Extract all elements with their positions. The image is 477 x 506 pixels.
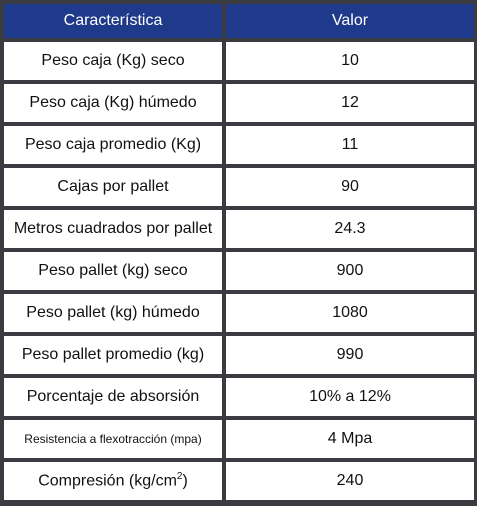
label-suffix: ) — [182, 472, 188, 490]
row-value: 11 — [226, 126, 474, 168]
row-value: 900 — [226, 252, 474, 294]
row-label: Peso pallet (kg) húmedo — [4, 294, 226, 336]
row-value: 4 Mpa — [226, 420, 474, 462]
row-label: Peso pallet (kg) seco — [4, 252, 226, 294]
row-label: Peso caja (Kg) húmedo — [4, 84, 226, 126]
row-value: 90 — [226, 168, 474, 210]
row-value: 24.3 — [226, 210, 474, 252]
row-label: Porcentaje de absorsión — [4, 378, 226, 420]
row-label — [4, 462, 226, 500]
table-row — [4, 420, 474, 462]
row-value: 990 — [226, 336, 474, 378]
row-value: 240 — [226, 462, 474, 500]
table-row — [4, 42, 474, 84]
row-label: Metros cuadrados por pallet — [4, 210, 226, 252]
table-header-row — [4, 4, 474, 42]
specs-table — [4, 4, 474, 500]
table-row — [4, 168, 474, 210]
row-value: 12 — [226, 84, 474, 126]
label-prefix: Compresión (kg/cm — [38, 472, 177, 490]
table-row — [4, 252, 474, 294]
table-row — [4, 294, 474, 336]
table-row — [4, 462, 474, 500]
row-value: 1080 — [226, 294, 474, 336]
row-label: Resistencia a flexotracción (mpa) — [4, 420, 226, 462]
row-label: Peso pallet promedio (kg) — [4, 336, 226, 378]
header-caracteristica: Característica — [4, 4, 226, 42]
row-label: Peso caja promedio (Kg) — [4, 126, 226, 168]
table-row — [4, 336, 474, 378]
row-value: 10% a 12% — [226, 378, 474, 420]
header-valor: Valor — [226, 4, 474, 42]
table-row — [4, 84, 474, 126]
row-value: 10 — [226, 42, 474, 84]
label-superscript: 2 — [176, 471, 183, 483]
row-label: Peso caja (Kg) seco — [4, 42, 226, 84]
table-row — [4, 126, 474, 168]
table-row — [4, 378, 474, 420]
row-label: Cajas por pallet — [4, 168, 226, 210]
table-row — [4, 210, 474, 252]
